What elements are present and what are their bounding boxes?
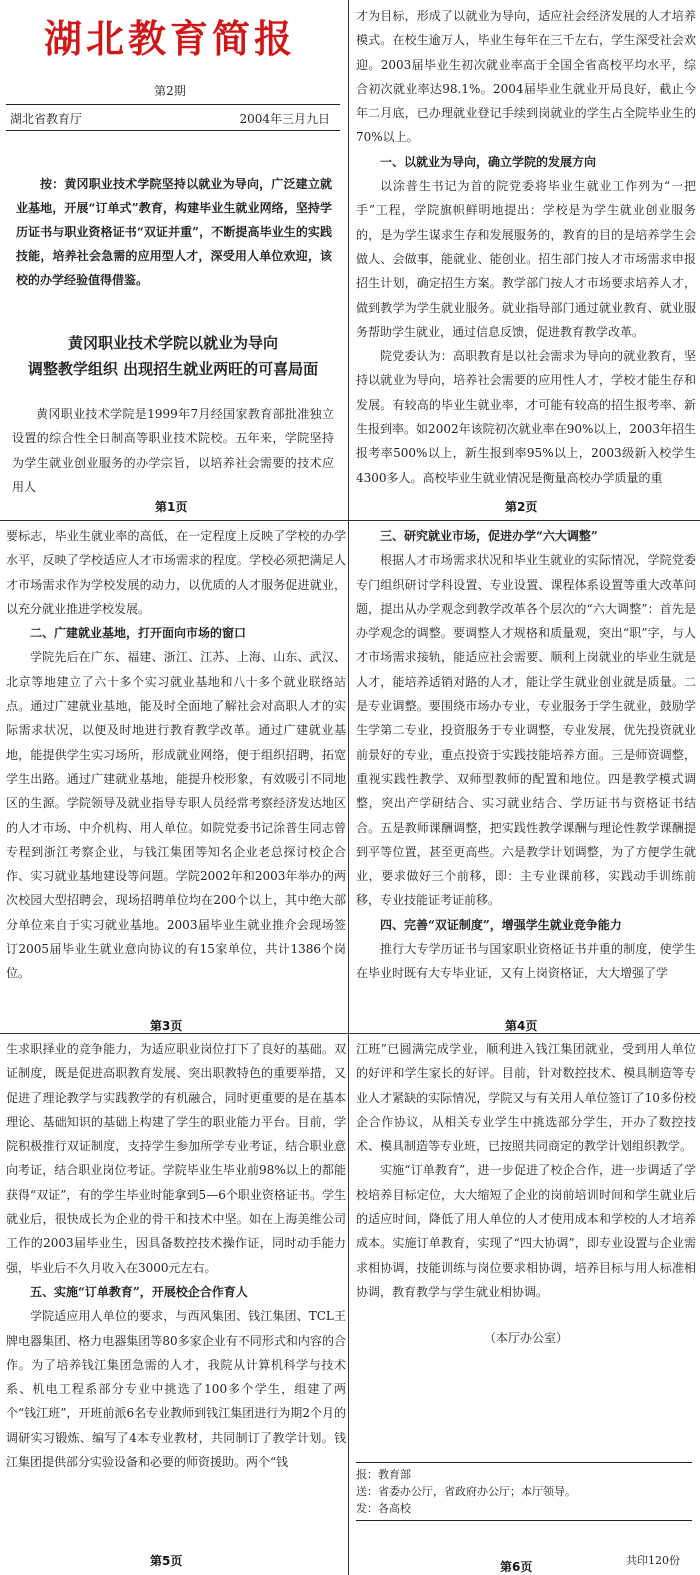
paragraph: 才为目标，形成了以就业为导向，适应社会经济发展的人才培养模式。在校生逾万人，毕业生每年在三千左右，学生深受社会欢迎。2003届毕业生初次就业率高于全国全省高校平均水平，综合初次就业率达98.1%。2004届毕业生就业开局良好，截止今年二月底，已办理就业登记手续到岗就业的学生占全院毕业生的70%以上。 — [356, 9, 696, 145]
paragraph: 学院先后在广东、福建、浙江、江苏、上海、山东、武汉、北京等地建立了六十多个实习就业基地和八十多个就业联络站点。通过广建就业基地，能及时全面地了解社会对高职人才的实际需求状况，以便及时地进行教育教学改革。通过广建就业基地，能提供学生实习场所，形成就业网络，便于组织招聘，拓宽学生出路。通过广建就业基地，能提升校形象，有效吸引不同地区的生源。学院领导及就业指导专职人员经常考察经济发达地区的人才市场、中介机构、用人单位。如院党委书记涂普生同志曾专程到浙江考察企业，与钱江集团等知名企业老总探讨校企合作、实习就业基地建设等问题。学院2002年和2003年举办的两次校园大型招聘会，现场招聘单位均在200个以上，其中绝大部分单位来自于实习就业基地。2003届毕业生就业推介会现场签订2005届毕业生就业意向协议的有15家单位，共计1386个岗位。 — [6, 650, 346, 981]
paragraph: 江班”已圆满完成学业，顺利进入钱江集团就业，受到用人单位的好评和学生家长的好评。目前，针对数控技术、模具制造等专业人才紧缺的实际情况，学院又与有关用人单位签订了10多份校企合作协议，从相关专业学生中挑选部分学生，开办了数控技术、模具制造等专业班，已按照共同商定的教学计划组织教学。 — [356, 1042, 696, 1154]
paragraph: 实施“订单教育”，进一步促进了校企合作，进一步调适了学校培养目标定位，大大缩短了企业的岗前培训时间和学生就业后的适应时间，降低了用人单位的人才使用成本和学校的人才培养成本。实施订单教育，实现了“四大协调”，即专业设置与企业需求相协调，技能训练与岗位要求相协调，培养目标与用人标准相协调，教育教学与学生就业相协调。 — [356, 1163, 696, 1299]
publish-date: 2004年三月九日 — [239, 112, 330, 126]
distribution-footer — [356, 1462, 692, 1521]
footer-rule — [356, 1462, 692, 1463]
footer-distribute: 发：各高校 — [356, 1502, 411, 1515]
section-heading: 一、以就业为导向，确立学院的发展方向 — [380, 154, 597, 169]
article-title — [6, 330, 340, 382]
masthead-meta — [10, 110, 330, 127]
print-count: 共印120份 — [626, 1554, 680, 1567]
page-2-body — [356, 4, 696, 492]
editor-note: 按：黄冈职业技术学院坚持以就业为导向，广泛建立就业基地，开展“订单式”教育，构建毕业生就业网络，坚持学历证书与职业资格证书“双证并重”，不断提高毕业生的实践技能，培养社会急需的应用型人才，深受用人单位欢迎，该校的办学经验值得借鉴。 — [16, 177, 332, 287]
footer-report: 报：教育部 — [356, 1468, 411, 1481]
page-3-body — [6, 524, 346, 1010]
footer-rule-bottom — [356, 1520, 692, 1521]
article-title-line1: 黄冈职业技术学院以就业为导向 — [67, 334, 278, 352]
header-rule-top — [6, 104, 340, 105]
header-rule-bottom — [6, 130, 340, 131]
article-title-line2: 调整教学组织 出现招生就业两旺的可喜局面 — [27, 360, 319, 378]
footer-send: 送：省委办公厅，省政府办公厅；本厅领导。 — [356, 1485, 576, 1498]
page-5-body — [6, 1037, 346, 1541]
signoff: （本厅办公室） — [483, 1331, 568, 1346]
page-label-5: 第5页 — [150, 1554, 183, 1568]
paragraph: 以涂普生书记为首的院党委将毕业生就业工作列为“一把手”工程，学院旗帜鲜明地提出：学校是为学生就业创业服务的，是为学生谋求生存和发展服务的，教育的目的是培养学生会做人、会做事，能就业、能创业。招生部门按人才市场需求申报招生计划，确定招生方案。教学部门按人才市场要求培养人才，做到教学为学生就业服务。就业指导部门通过就业教育、就业服务帮助学生就业，通过信息反馈，促进教育教学改革。 — [356, 179, 696, 339]
masthead-title: 湖北教育简报 — [43, 17, 296, 61]
paragraph: 生求职择业的竞争能力，为适应职业岗位打下了良好的基础。双证制度，既是促进高职教育发展、突出职教特色的重要举措，又促进了理论教学与实践教学的有机融合，同时更重要的是在基本理论、基础知识的基础上构建了学生的职业能力平台。目前，学院积极推行双证制度，支持学生参加所学专业考证，结合职业意向考证，结合职业岗位考证。学院毕业生毕业前98%以上的都能获得“双证”，有的学生毕业时能拿到5—6个职业资格证书。学生就业后，很快成长为企业的骨干和技术中坚。如在上海美维公司工作的2003届毕业生，因具备数控技术操作证，同时动手能力强，毕业后不久月收入在3000元左右。 — [6, 1042, 346, 1275]
page-6-body — [356, 1037, 696, 1449]
section-heading: 二、广建就业基地，打开面向市场的窗口 — [30, 626, 247, 641]
paragraph: 院党委认为：高职教育是以社会需求为导向的就业教育，坚持以就业为导向，培养社会需要的应用性人才，学校才能生存和发展。有较高的毕业生就业率，才可能有较高的招生报考率、新生报到率。如2002年该院初次就业率在90%以上，2003年招生报考率500%以上，新生报到率95%以上，2003级新入校学生4300多人。高校毕业生就业情况是衡量高校办学质量的重 — [356, 349, 696, 485]
column-divider — [348, 0, 349, 1575]
publisher: 湖北省教育厅 — [10, 112, 83, 126]
page-label-2: 第2页 — [505, 500, 538, 514]
page-label-6: 第6页 — [500, 1560, 533, 1574]
page-label-4: 第4页 — [505, 1019, 538, 1033]
page-label-1: 第1页 — [155, 500, 188, 514]
row-divider-2 — [0, 1033, 700, 1034]
section-heading: 三、研究就业市场，促进办学“六大调整” — [380, 529, 598, 543]
section-heading: 五、实施“订单教育”，开展校企合作育人 — [30, 1284, 248, 1299]
issue-number: 第2期 — [154, 84, 186, 98]
page-4-body — [356, 524, 696, 1010]
section-heading: 四、完善“双证制度”，增强学生就业竞争能力 — [380, 917, 622, 932]
paragraph: 黄冈职业技术学院是1999年7月经国家教育部批准独立设置的综合性全日制高等职业技术院校。五年来，学院坚持为学生就业创业服务的办学宗旨，以培养社会需要的技术应用人 — [12, 407, 334, 494]
row-divider-1 — [0, 520, 700, 521]
page-1-body — [6, 402, 340, 494]
paragraph: 要标志，毕业生就业率的高低，在一定程度上反映了学校的办学水平，反映了学校适应人才市场需求的程度。学校必须把满足人才市场需求作为学校发展的动力，以优质的人才服务促进就业，以充分就业推进学校发展。 — [6, 529, 346, 616]
paragraph: 学院适应用人单位的要求，与西风集团、钱江集团、TCL王牌电器集团、格力电器集团等80多家企业有不同形式和内容的合作。为了培养钱江集团急需的人才，我院从计算机科学与技术系、机电工程系部分专业中挑选了100多个学生，组建了两个“钱江班”，开班前派6名专业教师到钱江集团进行为期2个月的调研实习锻炼、编写了4本专业教材，共同制订了教学计划。钱江集团提供部分实验设备和必要的师资援助。两个“钱 — [6, 1309, 346, 1470]
paragraph: 推行大专学历证书与国家职业资格证书并重的制度，使学生在毕业时既有大专毕业证，又有上岗资格证，大大增强了学 — [356, 942, 696, 981]
page-label-3: 第3页 — [150, 1019, 183, 1033]
paragraph: 根据人才市场需求状况和毕业生就业的实际情况，学院党委专门组织研讨学科设置、专业设置、课程体系设置等重大改革问题，提出从办学观念到教学改革各个层次的“六大调整”：首先是办学观念的调整。要调整人才规格和质量观，突出“职”字，与人才市场需求接轨，能适应社会需要、顺利上岗就业的毕业生就是人才，能培养适销对路的人才，能让学生就业创业就是质量。二是专业调整。要围绕市场办专业，专业服务于学生就业，鼓励学生学第二专业，投资服务于专业调整，专业发展，优先投资就业前景好的专业，重点投资于实践技能培养方面。三是师资调整，重视实践性教学、双师型教师的配置和地位。四是教学模式调整，突出产学研结合、实习就业结合、学历证书与资格证书结合。五是教师课酬调整，把实践性教学课酬与理论性教学课酬提到平等位置，甚至更高些。六是教学计划调整，为了方便学生就业，要求做好三个前移，即：主专业课前移，实践动手训练前移，专业技能证考证前移。 — [356, 553, 696, 908]
